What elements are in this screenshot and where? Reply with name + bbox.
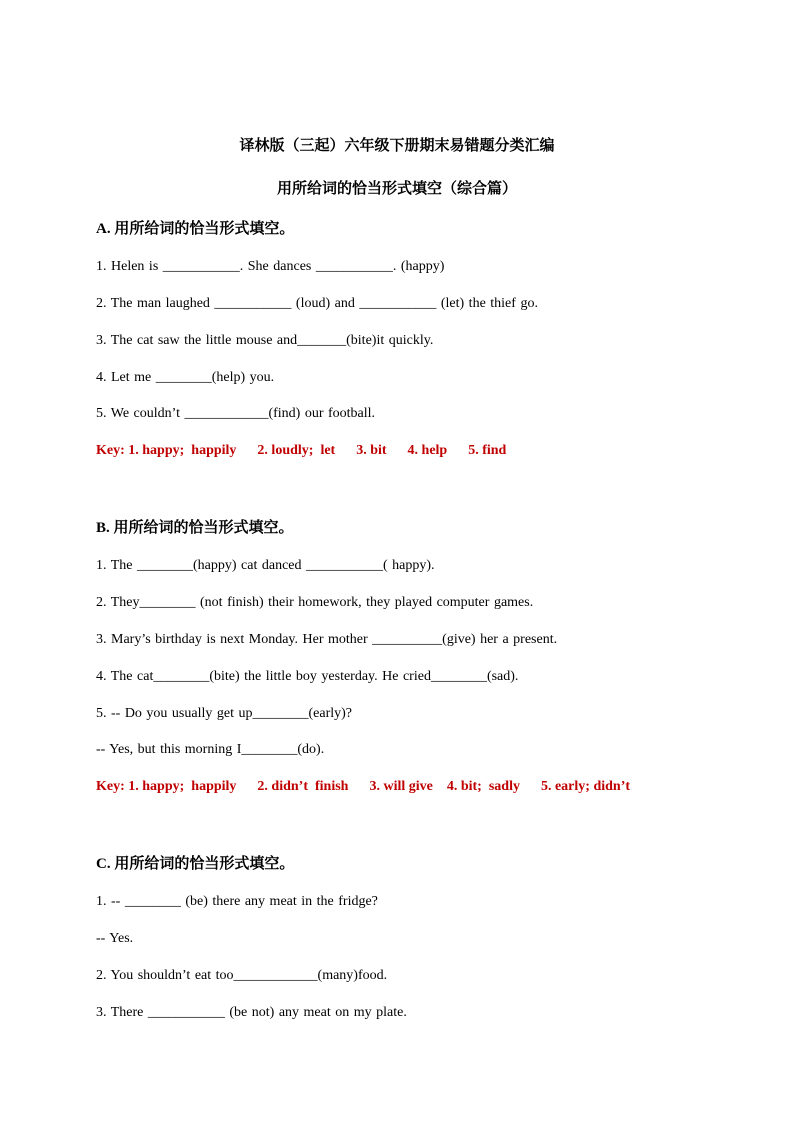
- section-a-question-1: 1. Helen is ___________. She dances ___________. (happy): [96, 259, 445, 274]
- section-b-question-5: 5. -- Do you usually get up________(early)?: [96, 706, 352, 721]
- section-b-answer-key: Key: 1. happy; happily 2. didn’t finish 3. will give 4. bit; sadly 5. early; didn’t: [96, 779, 631, 794]
- section-c-question-2: 2. You shouldn’t eat too____________(many)food.: [96, 968, 388, 983]
- section-b-question-5-reply: -- Yes, but this morning I________(do).: [96, 742, 325, 757]
- section-a-answer-key: Key: 1. happy; happily 2. loudly; let 3. bit 4. help 5. find: [96, 443, 507, 458]
- section-a-question-3: 3. The cat saw the little mouse and_______(bite)it quickly.: [96, 333, 434, 348]
- document-subtitle: 用所给词的恰当形式填空（综合篇）: [276, 181, 517, 197]
- section-b-question-4: 4. The cat________(bite) the little boy yesterday. He cried________(sad).: [96, 669, 519, 684]
- section-a-heading: A. 用所给词的恰当形式填空。: [96, 221, 295, 237]
- document-title: 译林版（三起）六年级下册期末易错题分类汇编: [239, 138, 555, 154]
- section-b-question-1: 1. The ________(happy) cat danced ___________( happy).: [96, 558, 435, 573]
- section-a-question-4: 4. Let me ________(help) you.: [96, 370, 275, 385]
- section-a-question-2: 2. The man laughed ___________ (loud) and ___________ (let) the thief go.: [96, 296, 538, 311]
- section-b-question-2: 2. They________ (not finish) their homework, they played computer games.: [96, 595, 534, 610]
- section-b-question-3: 3. Mary’s birthday is next Monday. Her mother __________(give) her a present.: [96, 632, 558, 647]
- section-a-question-5: 5. We couldn’t ____________(find) our football.: [96, 406, 376, 421]
- section-c-question-3: 3. There ___________ (be not) any meat on my plate.: [96, 1005, 407, 1020]
- section-c-question-1: 1. -- ________ (be) there any meat in the fridge?: [96, 894, 378, 909]
- section-b-heading: B. 用所给词的恰当形式填空。: [96, 520, 294, 536]
- section-c-question-1-reply: -- Yes.: [96, 931, 134, 946]
- section-c-heading: C. 用所给词的恰当形式填空。: [96, 856, 295, 872]
